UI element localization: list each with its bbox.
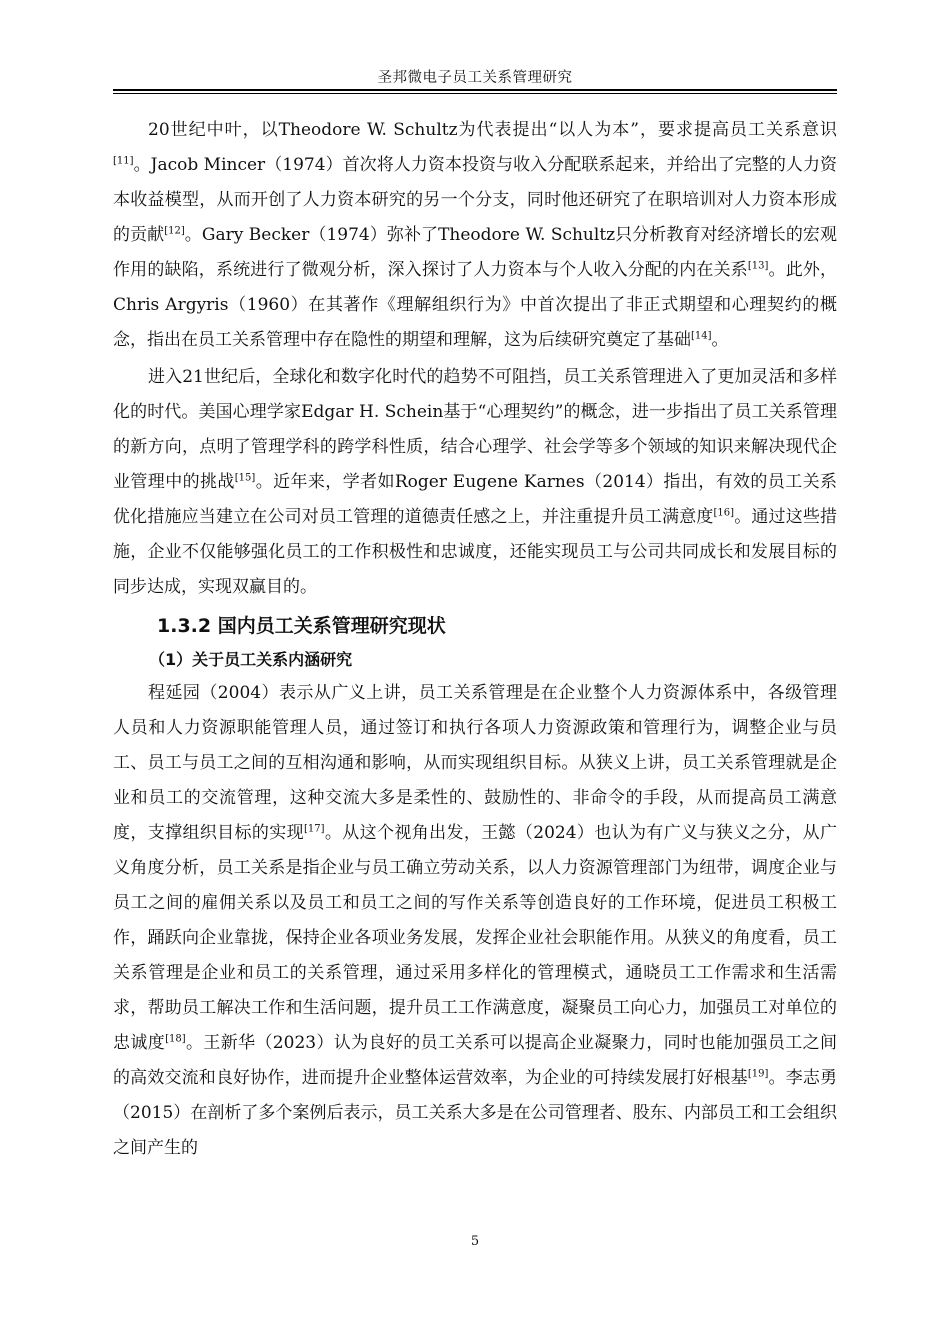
paragraph-2 — [113, 360, 837, 605]
text-run: 。王新华（2023）认为良好的员工关系可以提高企业凝聚力，同时也能加强员工之间的高效交流和良好协作，进而提升企业整体运营效率，为企业的可持续发展打好根基 — [113, 1033, 837, 1088]
citation: [13] — [747, 260, 769, 272]
text-run: 程延园（2004）表示从广义上讲，员工关系管理是在企业整个人力资源体系中，各级管理人员和人力资源职能管理人员，通过签订和执行各项人力资源政策和管理行为，调整企业与员工、员工与员工之间的互相沟通和影响，从而实现组织目标。从狭义上讲，员工关系管理就是企业和员工的交流管理，这种交流大多是柔性的、鼓励性的、非命令的手段，从而提高员工满意度，支撑组织目标的实现 — [113, 683, 837, 843]
header-rule-thin — [113, 93, 837, 94]
section-heading: 1.3.2 国内员工关系管理研究现状 — [157, 615, 446, 637]
text-run: 。Gary Becker（1974）弥补了Theodore W. Schultz只分析教育对经济增长的宏观作用的缺陷，系统进行了微观分析，深入探讨了人力资本与个人收入分配的内在关系 — [113, 225, 837, 280]
citation: [14] — [691, 330, 712, 342]
page-body — [113, 113, 837, 1166]
text-run: 。近年来，学者如Roger Eugene Karnes（2014）指出，有效的员工关系优化措施应当建立在公司对员工管理的道德责任感之上，并注重提升员工满意度 — [113, 472, 838, 527]
text-run: 进入21世纪后，全球化和数字化时代的趋势不可阻挡，员工关系管理进入了更加灵活和多样化的时代。美国心理学家Edgar H. Schein基于“心理契约”的概念，进一步指出了员工关系管理的新方向，点明了管理学科的跨学科性质，结合心理学、社会学等多个领域的知识来解决现代企业管理中的挑战 — [113, 367, 837, 492]
text-run: 。此外，Chris Argyris（1960）在其著作《理解组织行为》中首次提出了非正式期望和心理契约的概念，指出在员工关系管理中存在隐性的期望和理解，这为后续研究奠定了基础 — [113, 260, 838, 350]
text-run: 。从这个视角出发，王懿（2024）也认为有广义与狭义之分，从广义角度分析，员工关系是指企业与员工确立劳动关系，以人力资源管理部门为纽带，调度企业与员工之间的雇佣关系以及员工和员工之间的写作关系等创造良好的工作环境，促进员工积极工作，踊跃向企业靠拢，保持企业各项业务发展，发挥企业社会职能作用。从狭义的角度看，员工关系管理是企业和员工的关系管理，通过采用多样化的管理模式，通晓员工工作需求和生活需求，帮助员工解决工作和生活问题，提升员工工作满意度，凝聚员工向心力，加强员工对单位的忠诚度 — [113, 823, 838, 1053]
text-run: 。 — [711, 330, 729, 350]
citation: [15] — [234, 472, 256, 484]
citation: [18] — [165, 1033, 186, 1045]
text-run: 。Jacob Mincer（1974）首次将人力资本投资与收入分配联系起来，并给出了完整的人力资本收益模型，从而开创了人力资本研究的另一个分支，同时他还研究了在职培训对人力资本形成的贡献 — [113, 155, 837, 245]
citation: [12] — [164, 225, 185, 237]
paragraph-1 — [113, 113, 837, 358]
text-run: 。通过这些措施，企业不仅能够强化员工的工作积极性和忠诚度，还能实现员工与公司共同成长和发展目标的同步达成，实现双赢目的。 — [113, 507, 838, 597]
paragraph-3 — [113, 676, 837, 1166]
page-number: 5 — [470, 1234, 480, 1249]
citation: [16] — [713, 507, 735, 519]
text-run: 。李志勇（2015）在剖析了多个案例后表示，员工关系大多是在公司管理者、股东、内部员工和工会组织之间产生的 — [113, 1068, 838, 1158]
subsection-heading: （1）关于员工关系内涵研究 — [149, 650, 353, 669]
text-run: 20世纪中叶，以Theodore W. Schultz为代表提出“以人为本”，要求提高员工关系意识 — [148, 120, 837, 140]
citation: [11] — [113, 155, 134, 167]
header-rule-thick — [113, 89, 837, 91]
citation: [17] — [304, 823, 325, 835]
running-header: 圣邦微电子员工关系管理研究 — [377, 70, 573, 86]
citation: [19] — [747, 1068, 769, 1080]
